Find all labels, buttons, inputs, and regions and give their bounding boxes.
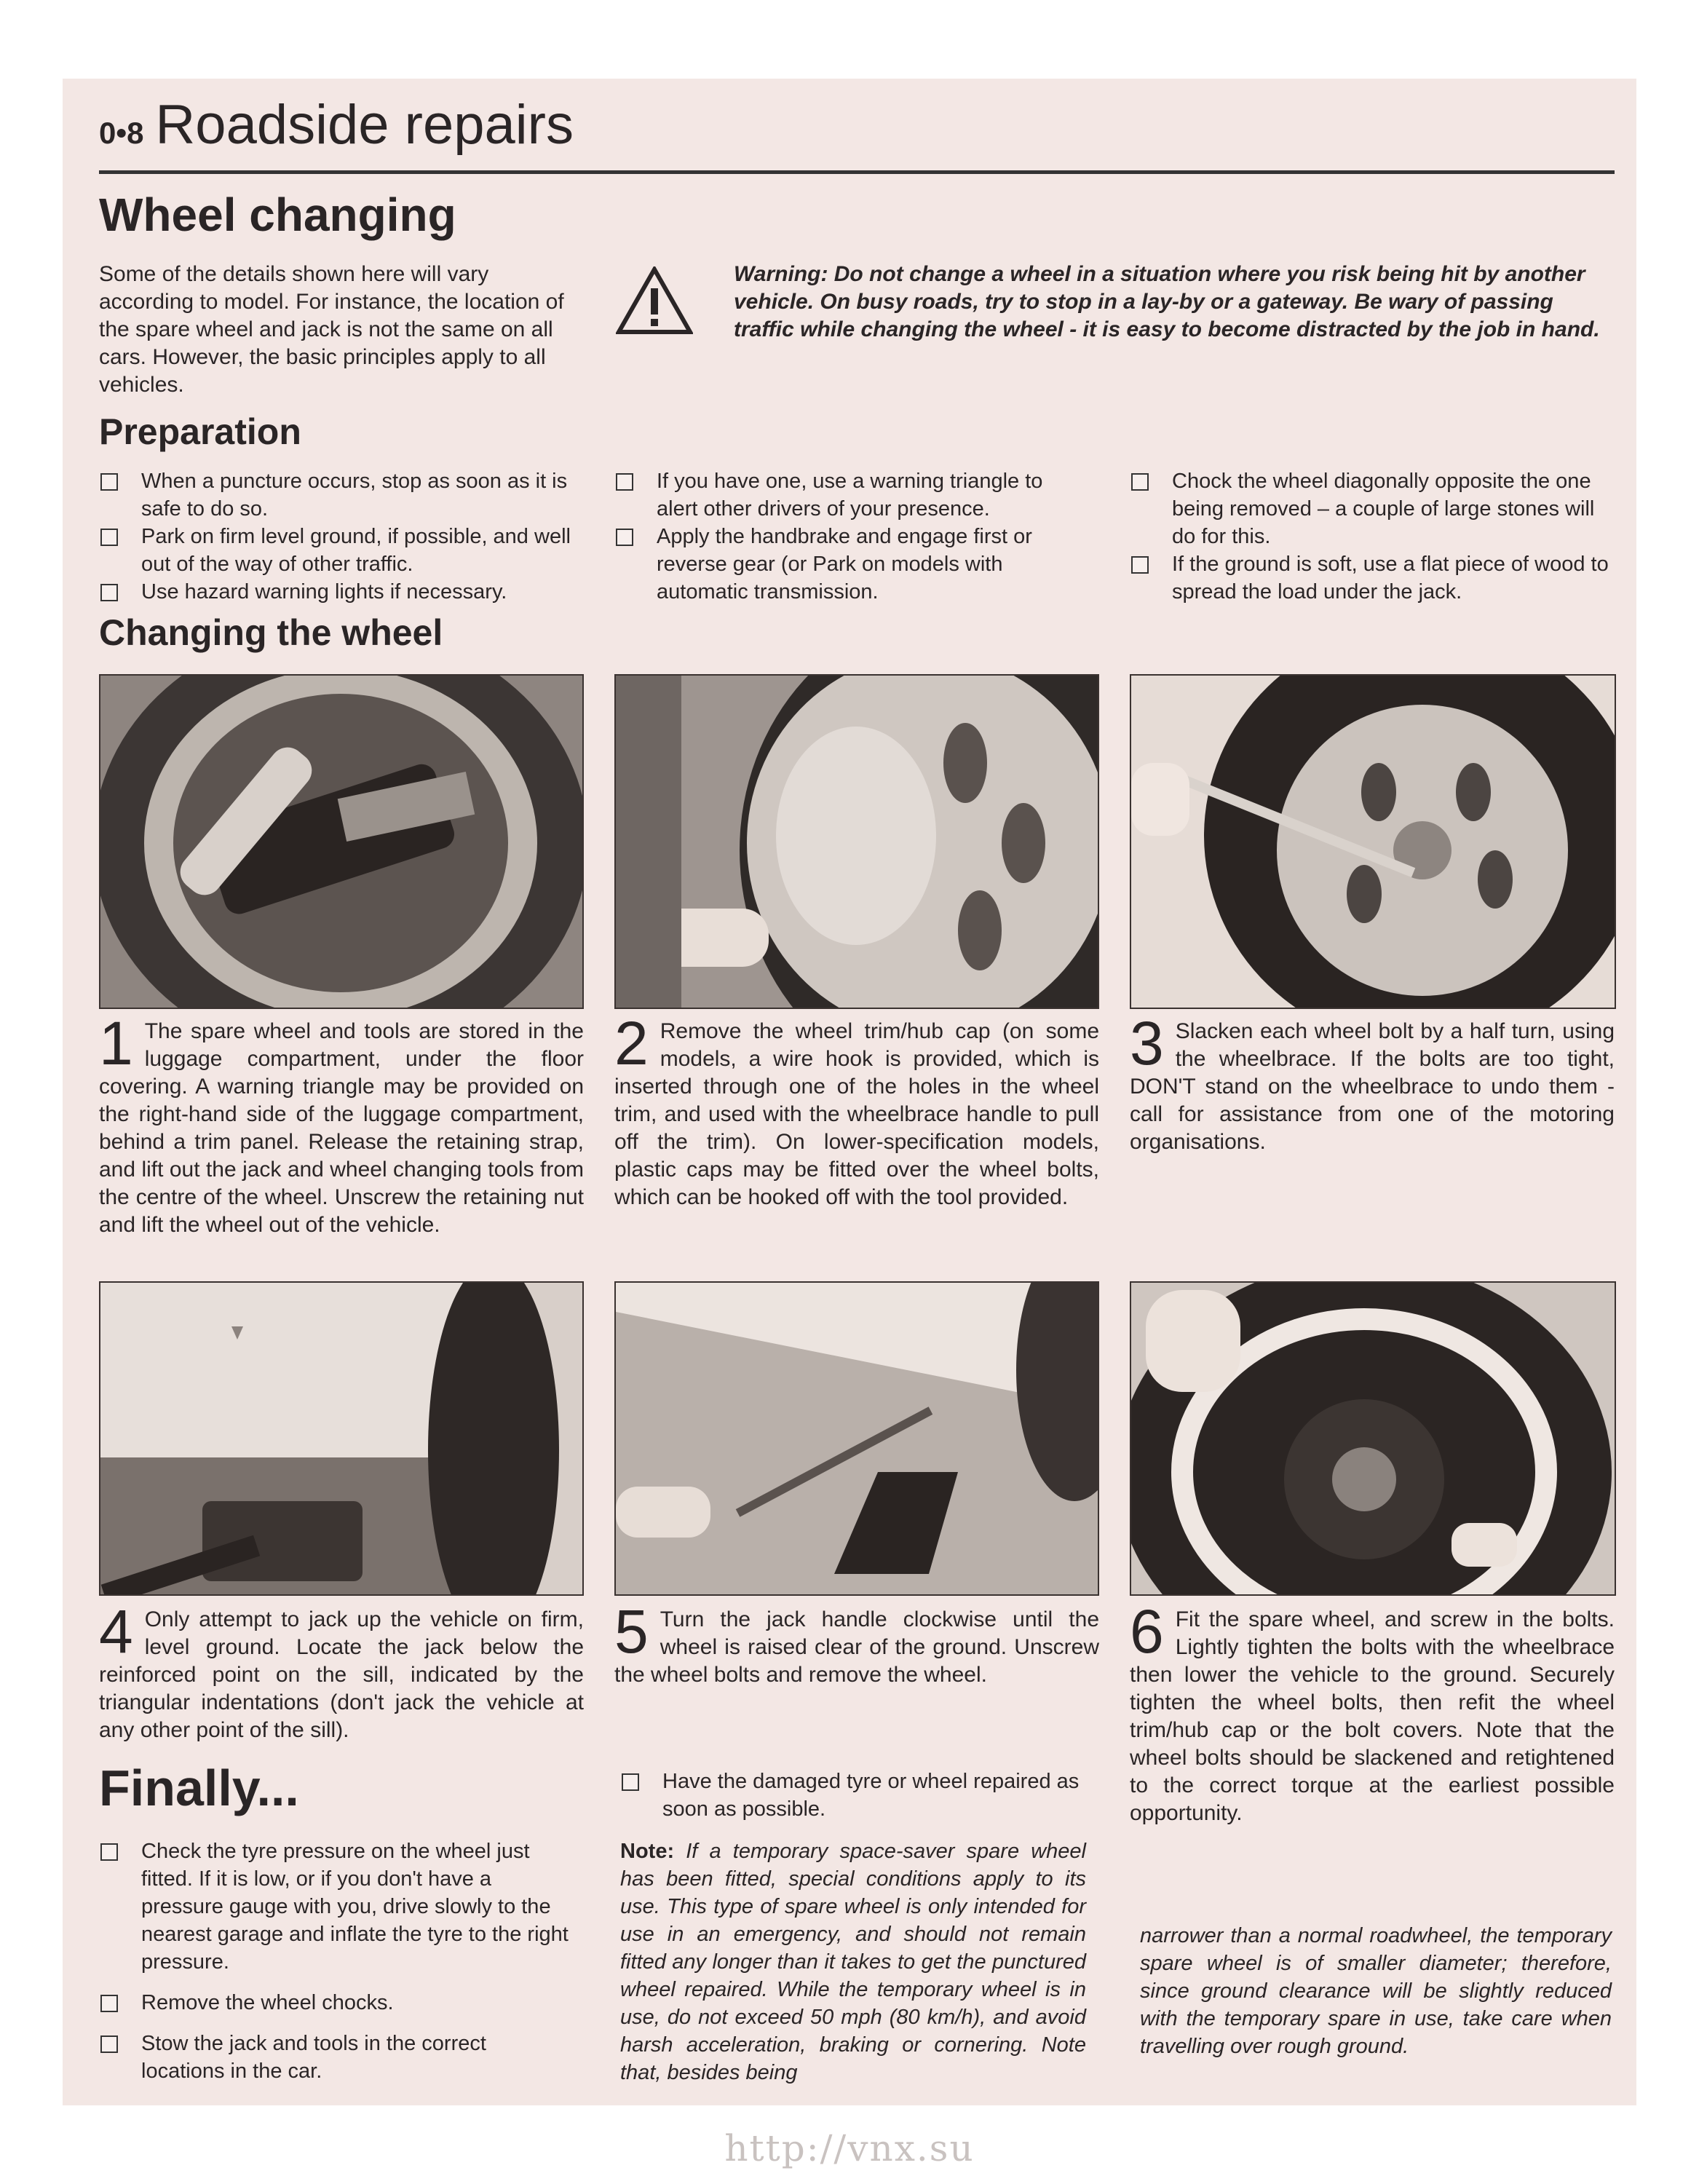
preparation-heading: Preparation bbox=[99, 411, 301, 452]
page-header bbox=[99, 93, 574, 181]
step-1 bbox=[99, 1009, 584, 1239]
checkbox-icon bbox=[100, 584, 118, 601]
photo-jacking-point bbox=[99, 1281, 584, 1596]
step-number: 6 bbox=[1130, 1597, 1164, 1666]
wheel-changing-heading: Wheel changing bbox=[99, 189, 456, 241]
checkbox-icon bbox=[616, 529, 633, 546]
step-5 bbox=[614, 1597, 1099, 1689]
photo-slacken-bolts bbox=[1130, 674, 1616, 1009]
note-text: If a temporary space-saver spare wheel has been fitted, special conditions apply to its use. This type of spare wheel is only intended for use in an emergency, and should not remain fitted any longer than it takes to get the punctured wheel repaired. While the temporary wheel is in use, do not exceed 50 mph (80 km/h), and avoid harsh acceleration, braking or cornering. Note that, besides being bbox=[620, 1840, 1086, 2084]
header-rule bbox=[99, 170, 1615, 174]
manual-page bbox=[63, 79, 1636, 2105]
step-4 bbox=[99, 1597, 584, 1744]
checkbox-icon bbox=[1131, 473, 1149, 491]
warning-text: Warning: Do not change a wheel in a situation where you risk being hit by another vehicle. On busy roads, try to stop in a lay-by or a gateway. Be wary of passing traffic while changing the wheel - it is easy to become distracted by the job in hand. bbox=[734, 262, 1600, 341]
step-text: Turn the jack handle clockwise until the wheel is raised clear of the ground. Unscrew the wheel bolts and remove the wheel. bbox=[614, 1607, 1099, 1687]
step-number: 1 bbox=[99, 1009, 133, 1077]
photo-jack-handle bbox=[614, 1281, 1099, 1596]
preparation-list-col3 bbox=[1130, 467, 1613, 606]
checklist-item: If the ground is soft, use a flat piece of wood to spread the load under the jack. bbox=[1130, 550, 1613, 606]
finally-heading: Finally... bbox=[99, 1760, 299, 1816]
checklist-item: Apply the handbrake and engage first or reverse gear (or Park on models with automatic transmission. bbox=[614, 523, 1088, 606]
checkbox-icon bbox=[100, 1843, 118, 1861]
step-text: Remove the wheel trim/hub cap (on some models, a wire hook is provided, which is inserted through one of the holes in the wheel trim, and used with the wheelbrace handle to pull off the trim). On lower-specification models, plastic caps may be fitted over the wheel bolts, which can be hooked off with the tool provided. bbox=[614, 1019, 1099, 1209]
note-label: Note: bbox=[620, 1840, 675, 1863]
checkbox-icon bbox=[100, 473, 118, 491]
step-number: 4 bbox=[99, 1597, 133, 1666]
checklist-item: Have the damaged tyre or wheel repaired as soon as possible. bbox=[620, 1768, 1086, 1823]
intro-paragraph: Some of the details shown here will vary according to model. For instance, the location of the spare wheel and jack is not the same on all cars. However, the basic principles apply to all vehicles. bbox=[99, 262, 564, 397]
checklist-item: Remove the wheel chocks. bbox=[99, 1989, 572, 2017]
checkbox-icon bbox=[1131, 556, 1149, 574]
photo-hub-cap-removal bbox=[614, 674, 1099, 1009]
photo-spare-wheel-tools bbox=[99, 674, 584, 1009]
checklist-item: Park on firm level ground, if possible, and well out of the way of other traffic. bbox=[99, 523, 579, 578]
step-text: The spare wheel and tools are stored in the luggage compartment, under the floor covering. A warning triangle may be provided on the right-hand side of the luggage compartment, behind a trim panel. Release the retaining strap, and lift out the jack and wheel changing tools from the centre of the wheel. Unscrew the retaining nut and lift the wheel out of the vehicle. bbox=[99, 1019, 584, 1237]
preparation-list-col1 bbox=[99, 467, 579, 606]
changing-heading: Changing the wheel bbox=[99, 612, 443, 653]
page-number: 0•8 bbox=[99, 116, 144, 150]
checkbox-icon bbox=[100, 529, 118, 546]
step-2 bbox=[614, 1009, 1099, 1211]
step-text: Slacken each wheel bolt by a half turn, using the wheelbrace. If the bolts are too tight, DON'T stand on the wheelbrace to undo them - call for assistance from one of the motoring organisations. bbox=[1130, 1019, 1615, 1154]
step-number: 5 bbox=[614, 1597, 649, 1666]
step-number: 2 bbox=[614, 1009, 649, 1077]
warning-triangle-icon bbox=[616, 266, 693, 335]
step-3 bbox=[1130, 1009, 1615, 1156]
checkbox-icon bbox=[616, 473, 633, 491]
step-number: 3 bbox=[1130, 1009, 1164, 1077]
checkbox-icon bbox=[622, 1773, 639, 1791]
footer-url: http://vnx.su bbox=[724, 2127, 975, 2169]
checklist-item: If you have one, use a warning triangle to alert other drivers of your presence. bbox=[614, 467, 1088, 523]
space-saver-note bbox=[620, 1837, 1086, 2086]
step-6 bbox=[1130, 1597, 1615, 1827]
checklist-item: Stow the jack and tools in the correct locations in the car. bbox=[99, 2030, 572, 2085]
space-saver-note-continued: narrower than a normal roadwheel, the temporary spare wheel is of smaller diameter; therefore, since ground clearance will be slightly reduced with the temporary spare in use, take care when travelling over rough ground. bbox=[1140, 1924, 1612, 2058]
step-text: Fit the spare wheel, and screw in the bolts. Lightly tighten the bolts with the wheelbrace then lower the vehicle to the ground. Securely tighten the wheel bolts, then refit the wheel trim/hub cap or the bolt covers. Note that the wheel bolts should be slackened and retightened to the correct torque at the earliest possible opportunity. bbox=[1130, 1607, 1615, 1825]
checklist-item: Check the tyre pressure on the wheel just fitted. If it is low, or if you don't have a pressure gauge with you, drive slowly to the nearest garage and inflate the tyre to the right pressure. bbox=[99, 1837, 572, 1976]
finally-list bbox=[99, 1837, 572, 2085]
page-title: Roadside repairs bbox=[155, 94, 574, 156]
checklist-item: Chock the wheel diagonally opposite the one being removed – a couple of large stones will do for this. bbox=[1130, 467, 1613, 550]
step-text: Only attempt to jack up the vehicle on firm, level ground. Locate the jack below the reinforced point on the sill, indicated by the triangular indentations (don't jack the vehicle at any other point of the sill). bbox=[99, 1607, 584, 1742]
checkbox-icon bbox=[100, 2035, 118, 2053]
checkbox-icon bbox=[100, 1995, 118, 2012]
checklist-item: When a puncture occurs, stop as soon as it is safe to do so. bbox=[99, 467, 579, 523]
photo-fit-spare-wheel bbox=[1130, 1281, 1616, 1596]
checklist-item: Use hazard warning lights if necessary. bbox=[99, 578, 579, 606]
finally-list-col2 bbox=[620, 1768, 1086, 1823]
preparation-list-col2 bbox=[614, 467, 1088, 606]
